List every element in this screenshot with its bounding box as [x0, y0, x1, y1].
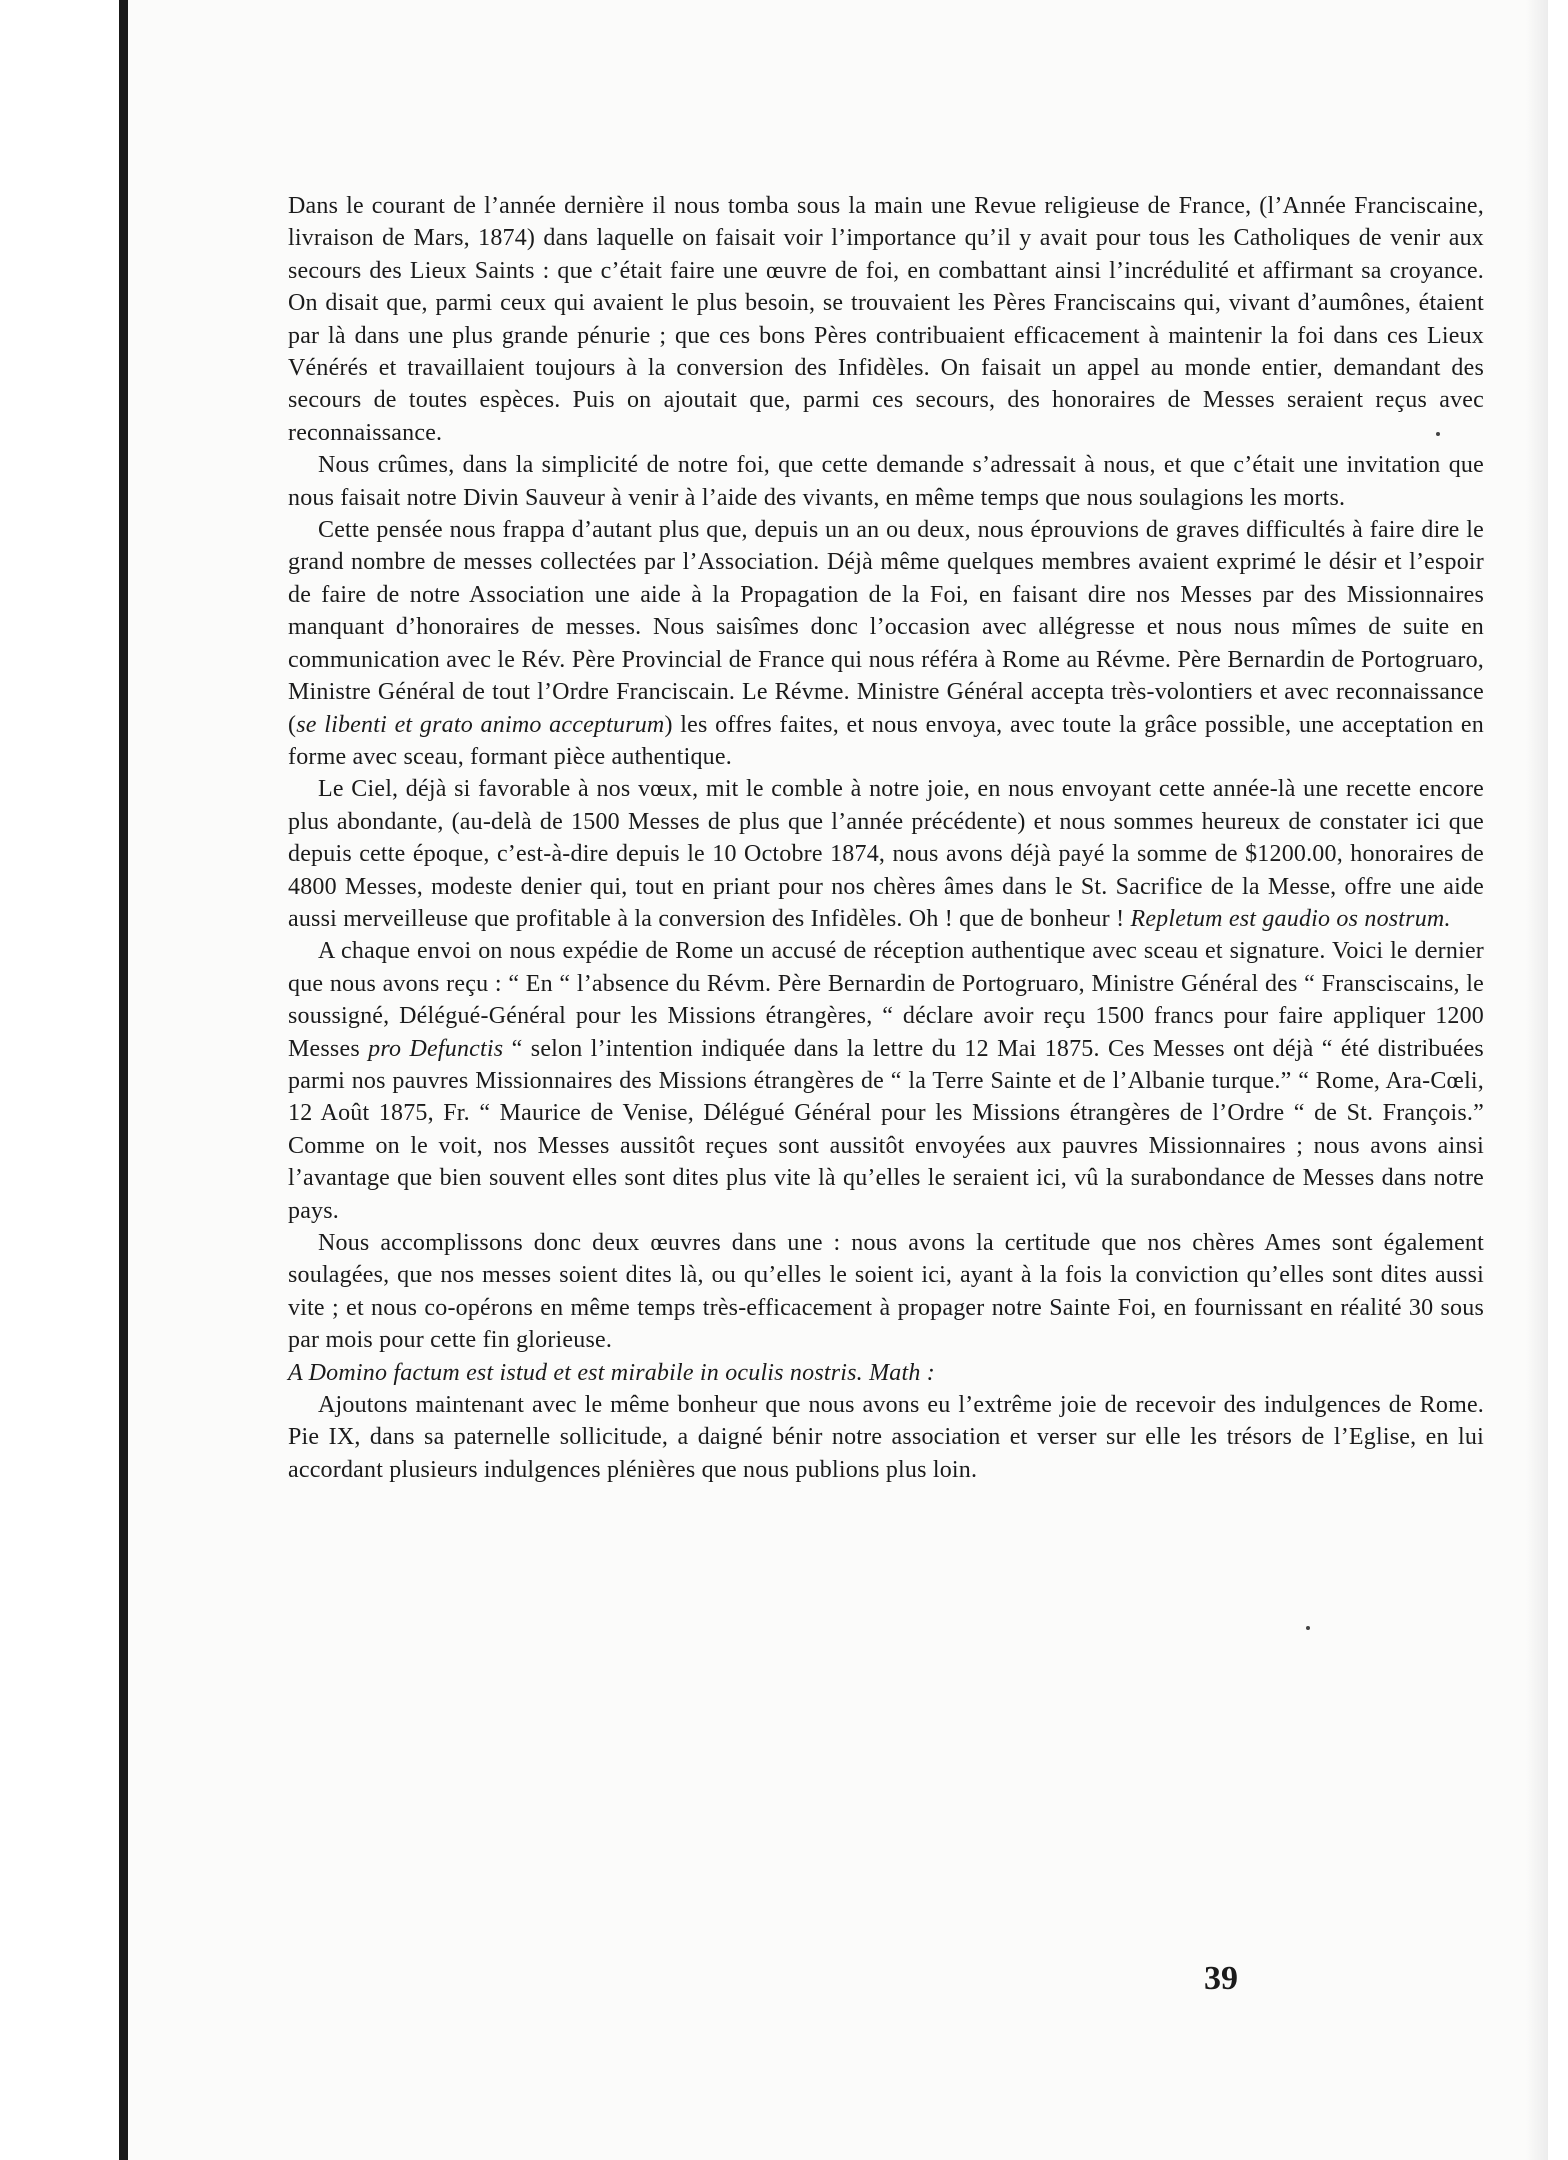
paragraph-3-latin: se libenti et grato animo accepturum — [296, 711, 665, 738]
paragraph-4-text: Le Ciel, déjà si favorable à nos vœux, mit le comble à notre joie, en nous envoyant cette année-là une recette encore plus abondante, (au-delà de 1500 Messes de plus que l’année précédente) et nous sommes heureux de constater ici que depuis cette époque, c’est-à-dire depuis le 10 Octobre 1874, nous avons déjà payé la somme de $1200.00, honoraires de 4800 Messes, modeste denier qui, tout en priant pour nos chères âmes dans le St. Sacrifice de la Messe, offre une aide aussi merveilleuse que profitable à la conversion des Infidèles. Oh ! que de bonheur ! — [288, 776, 1484, 932]
scan-speck — [1436, 432, 1440, 436]
paragraph-6: Nous accomplissons donc deux œuvres dans une : nous avons la certitude que nos chères Ames sont également soulagées, que nos messes soient dites là, ou qu’elles le soient ici, ayant à la fois la conviction qu’elles sont dites aussi vite ; et nous co-opérons en même temps très-efficacement à propager notre Sainte Foi, en fournissant en réalité 30 sous par mois pour cette fin glorieuse. — [288, 1230, 1484, 1354]
paragraph-3-tail: ) les offres faites, et nous envoya, avec toute la grâce possible, une acceptation en forme avec sceau, formant pièce authentique. — [288, 711, 1484, 770]
paragraph-7: Ajoutons maintenant avec le même bonheur que nous avons eu l’extrême joie de recevoir des indulgences de Rome. Pie IX, dans sa paternelle sollicitude, a daigné bénir notre association et verser sur elle les trésors de l’Eglise, en lui accordant plusieurs indulgences plénières que nous publions plus loin. — [288, 1392, 1484, 1483]
paragraph-4-latin: Repletum est gaudio os nostrum. — [1130, 905, 1451, 932]
paragraph-5-text: A chaque envoi on nous expédie de Rome un accusé de réception authentique avec sceau et signature. Voici le dernier que nous avons reçu : “ En “ l’absence du Révm. Père Bernardin de Portogruaro, Ministre Général des “ Fransciscains, le soussigné, Délégué-Général pour les Missions étrangères, “ déclare avoir reçu 1500 francs pour faire appliquer 1200 Messes — [288, 938, 1484, 1062]
page-body-text — [288, 190, 1484, 1486]
paragraph-3 — [288, 514, 1484, 773]
scan-speck — [1306, 1626, 1310, 1630]
book-page — [128, 0, 1548, 2160]
paragraph-4 — [288, 773, 1484, 935]
paragraph-3-text: Cette pensée nous frappa d’autant plus que, depuis un an ou deux, nous éprouvions de graves difficultés à faire dire le grand nombre de messes collectées par l’Association. Déjà même quelques membres avaient exprimé le désir et l’espoir de faire de notre Association une aide à la Propagation de la Foi, en faisant dire nos Messes par des Missionnaires manquant d’honoraires de messes. Nous saisîmes donc l’occasion avec allégresse et nous nous mîmes de suite en communication avec le Rév. Père Provincial de France qui nous référa à Rome au Révme. Père Bernardin de Portogruaro, Ministre Général de tout l’Ordre Franciscain. Le Révme. Ministre Général accepta très-volontiers et avec reconnaissance ( — [288, 517, 1484, 738]
paragraph-2: Nous crûmes, dans la simplicité de notre foi, que cette demande s’adressait à nous, et que c’était une invitation que nous faisait notre Divin Sauveur à venir à l’aide des vivants, en même temps que nous soulagions les morts. — [288, 452, 1484, 511]
page-edge-shadow — [1526, 0, 1548, 2160]
paragraph-1: Dans le courant de l’année dernière il nous tomba sous la main une Revue religieuse de France, (l’Année Franciscaine, livraison de Mars, 1874) dans laquelle on faisait voir l’importance qu’il y avait pour tous les Catholiques de venir aux secours des Lieux Saints : que c’était faire une œuvre de foi, en combattant ainsi l’incrédulité et affirmant sa croyance. On disait que, parmi ceux qui avaient le plus besoin, se trouvaient les Pères Franciscains qui, vivant d’aumônes, étaient par là dans une plus grande pénurie ; que ces bons Pères contribuaient efficacement à maintenir la foi dans ces Lieux Vénérés et travaillaient toujours à la conversion des Infidèles. On faisait un appel au monde entier, demandant des secours de toutes espèces. Puis on ajoutait que, parmi ces secours, des honoraires de Messes seraient reçus avec reconnaissance. — [288, 193, 1484, 446]
paragraph-5-tail: “ selon l’intention indiquée dans la lettre du 12 Mai 1875. Ces Messes ont déjà “ été distribuées parmi nos pauvres Missionnaires des Missions étrangères de “ la Terre Sainte et de l’Albanie turque.” “ Rome, Ara-Cœli, 12 Août 1875, Fr. “ Maurice de Venise, Délégué Général pour les Missions étrangères de l’Ordre “ de St. François.” Comme on le voit, nos Messes aussitôt reçues sont aussitôt envoyées aux pauvres Missionnaires ; nous avons ainsi l’avantage que bien souvent elles sont dites plus vite là qu’elles le seraient ici, vû la surabondance de Messes dans notre pays. — [288, 1035, 1484, 1224]
latin-quote: A Domino factum est istud et est mirabile in oculis nostris. Math : — [288, 1359, 935, 1386]
scan-left-border — [0, 0, 128, 2160]
paragraph-5 — [288, 935, 1484, 1227]
page-number: 39 — [1204, 1960, 1238, 1997]
paragraph-5-latin: pro Defunctis — [368, 1035, 504, 1062]
